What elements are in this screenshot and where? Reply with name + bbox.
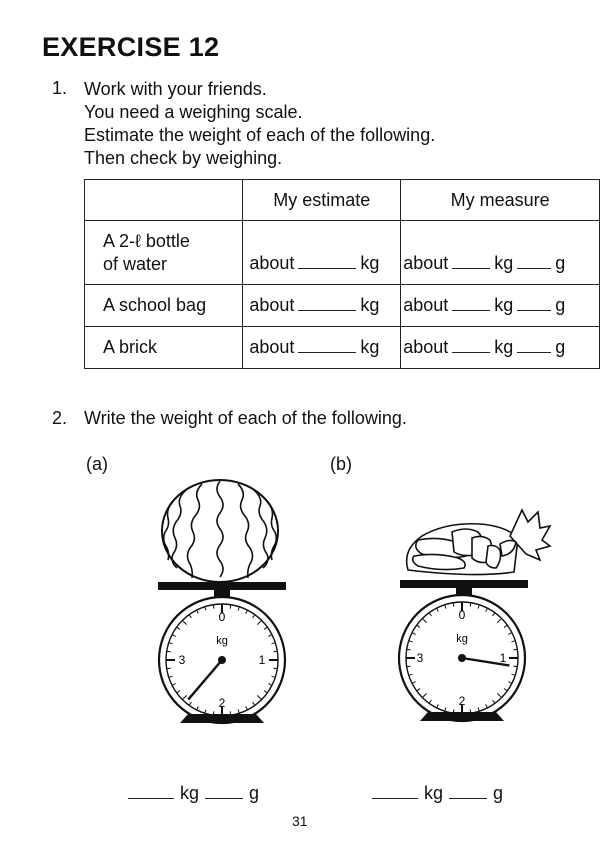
dial-tick bbox=[407, 666, 411, 667]
measure-cell bbox=[401, 285, 600, 327]
table-row bbox=[85, 285, 600, 327]
dial-mark-2: 2 bbox=[458, 694, 466, 708]
kg-label: kg bbox=[494, 337, 514, 357]
answer-blank-g[interactable] bbox=[449, 797, 487, 799]
dial-mark-2: 2 bbox=[218, 696, 226, 710]
answer-blank[interactable] bbox=[517, 267, 551, 269]
estimate-cell bbox=[243, 221, 401, 285]
dial-tick bbox=[167, 651, 171, 652]
kg-label: kg bbox=[494, 295, 514, 315]
table-row bbox=[85, 327, 600, 369]
question-1-number: 1. bbox=[52, 78, 68, 98]
measure-cell bbox=[401, 327, 600, 369]
kg-label: kg bbox=[360, 253, 380, 273]
g-label: g bbox=[249, 783, 260, 803]
scale-pan bbox=[400, 580, 528, 588]
measure-cell bbox=[401, 221, 600, 285]
table-row bbox=[85, 221, 600, 285]
question-2-text: Write the weight of each of the following. bbox=[84, 408, 407, 428]
answer-blank[interactable] bbox=[452, 309, 490, 311]
exercise-title: EXERCISE 12 bbox=[42, 32, 220, 62]
row-label-line: A 2-ℓ bottle bbox=[103, 230, 190, 251]
answer-blank-g[interactable] bbox=[205, 797, 243, 799]
table-header-item bbox=[85, 180, 243, 221]
kg-label: kg bbox=[494, 253, 514, 273]
question-1-instructions bbox=[84, 78, 435, 170]
watermelon-icon bbox=[162, 480, 278, 582]
dial-hub bbox=[458, 654, 466, 662]
carrots-bag-icon bbox=[407, 510, 550, 575]
estimate-table bbox=[84, 179, 600, 369]
kg-label: kg bbox=[360, 337, 380, 357]
answer-blank[interactable] bbox=[517, 309, 551, 311]
about-label: about bbox=[403, 295, 449, 315]
row-label-line: of water bbox=[103, 253, 168, 274]
about-label: about bbox=[403, 337, 449, 357]
dial-unit-label: kg bbox=[216, 635, 228, 647]
answer-blank[interactable] bbox=[298, 351, 356, 353]
question-2-number: 2. bbox=[52, 408, 68, 428]
estimate-cell bbox=[243, 327, 401, 369]
answer-blank[interactable] bbox=[517, 351, 551, 353]
scale-b bbox=[392, 500, 552, 732]
dial-hub bbox=[218, 656, 226, 664]
instruction-line: Then check by weighing. bbox=[84, 148, 283, 168]
part-b-label: (b) bbox=[330, 454, 352, 474]
kg-label: kg bbox=[360, 295, 380, 315]
table-header-measure: My measure bbox=[401, 180, 600, 221]
g-label: g bbox=[555, 295, 566, 315]
dial-tick bbox=[230, 605, 231, 609]
dial-mark-3: 3 bbox=[178, 653, 186, 667]
answer-blank-kg[interactable] bbox=[128, 797, 174, 799]
dial-mark-0: 0 bbox=[218, 610, 226, 624]
table-header-estimate: My estimate bbox=[243, 180, 401, 221]
dial-tick bbox=[273, 651, 277, 652]
answer-a bbox=[122, 783, 259, 804]
kg-label: kg bbox=[180, 783, 200, 803]
dial-tick bbox=[407, 649, 411, 650]
table-header-row bbox=[85, 180, 600, 221]
part-a-label: (a) bbox=[86, 454, 108, 474]
scale-base bbox=[180, 714, 264, 723]
instruction-line: Estimate the weight of each of the following. bbox=[84, 125, 436, 145]
answer-b bbox=[366, 783, 503, 804]
dial-unit-label: kg bbox=[456, 633, 468, 645]
g-label: g bbox=[555, 253, 566, 273]
answer-blank-kg[interactable] bbox=[372, 797, 418, 799]
dial-tick bbox=[513, 649, 517, 650]
answer-blank[interactable] bbox=[452, 267, 490, 269]
dial-tick bbox=[470, 603, 471, 607]
dial-mark-1: 1 bbox=[499, 651, 507, 665]
scale-pan bbox=[158, 582, 286, 590]
dial-mark-0: 0 bbox=[458, 608, 466, 622]
answer-blank[interactable] bbox=[452, 351, 490, 353]
page-number: 31 bbox=[292, 813, 308, 829]
row-label: A brick bbox=[85, 327, 243, 369]
instruction-line: Work with your friends. bbox=[84, 79, 267, 99]
about-label: about bbox=[249, 337, 295, 357]
g-label: g bbox=[493, 783, 504, 803]
answer-blank[interactable] bbox=[298, 309, 356, 311]
answer-blank[interactable] bbox=[298, 267, 356, 269]
kg-label: kg bbox=[424, 783, 444, 803]
g-label: g bbox=[555, 337, 566, 357]
instruction-line: You need a weighing scale. bbox=[84, 102, 303, 122]
row-label bbox=[85, 221, 243, 285]
dial-mark-1: 1 bbox=[258, 653, 266, 667]
dial-tick bbox=[273, 668, 277, 669]
dial-tick bbox=[167, 668, 171, 669]
about-label: about bbox=[249, 253, 295, 273]
scale-a bbox=[150, 478, 300, 728]
about-label: about bbox=[403, 253, 449, 273]
dial-tick bbox=[513, 666, 517, 667]
dial-mark-3: 3 bbox=[416, 651, 424, 665]
about-label: about bbox=[249, 295, 295, 315]
dial-tick bbox=[453, 603, 454, 607]
scale-base bbox=[420, 712, 504, 721]
dial-tick bbox=[213, 605, 214, 609]
row-label: A school bag bbox=[85, 285, 243, 327]
estimate-cell bbox=[243, 285, 401, 327]
